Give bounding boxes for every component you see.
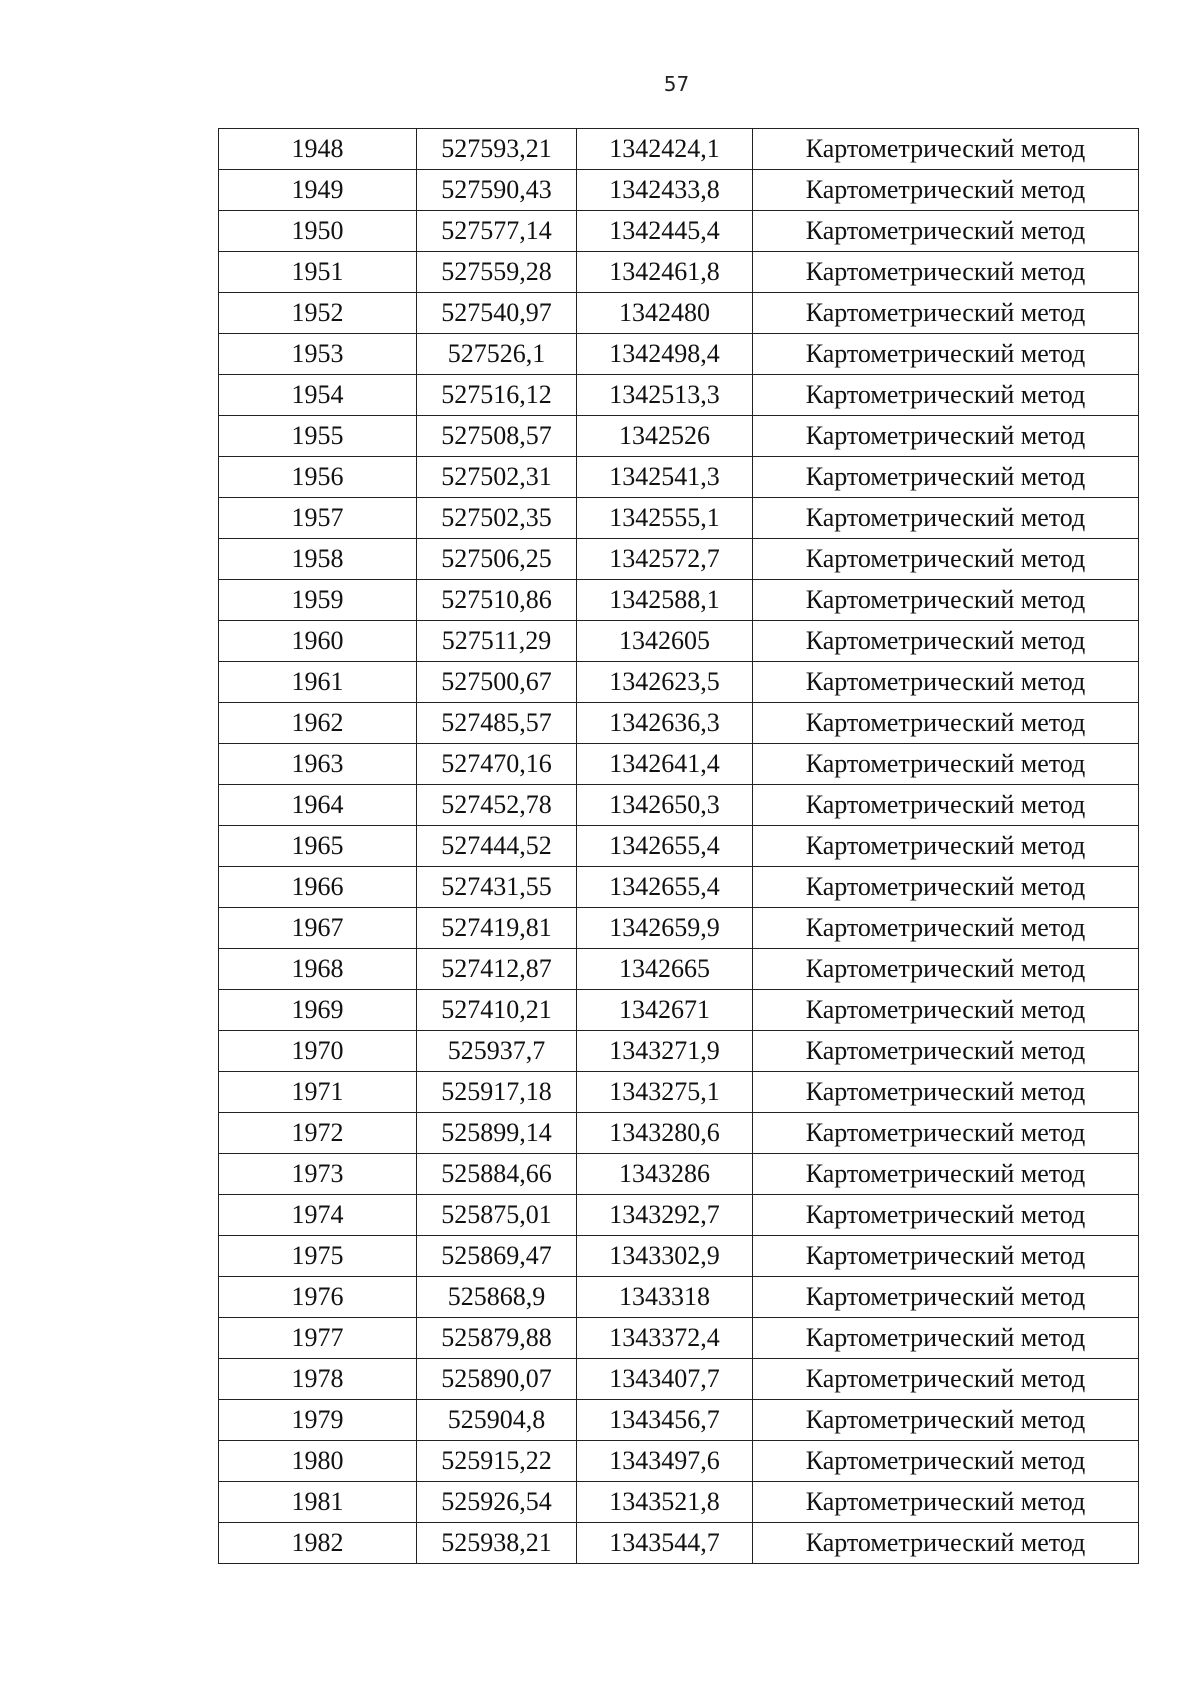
y-coordinate-cell: 1343275,1 (577, 1072, 753, 1113)
method-cell: Картометрический метод (753, 1359, 1139, 1400)
point-number-cell: 1970 (219, 1031, 417, 1072)
point-number-cell: 1972 (219, 1113, 417, 1154)
x-coordinate-cell: 525868,9 (417, 1277, 577, 1318)
point-number-cell: 1963 (219, 744, 417, 785)
x-coordinate-cell: 527511,29 (417, 621, 577, 662)
method-cell: Картометрический метод (753, 211, 1139, 252)
y-coordinate-cell: 1342605 (577, 621, 753, 662)
table-row (219, 908, 1139, 949)
y-coordinate-cell: 1342461,8 (577, 252, 753, 293)
x-coordinate-cell: 527502,31 (417, 457, 577, 498)
table-row (219, 375, 1139, 416)
point-number-cell: 1958 (219, 539, 417, 580)
y-coordinate-cell: 1343497,6 (577, 1441, 753, 1482)
point-number-cell: 1967 (219, 908, 417, 949)
table-row (219, 1277, 1139, 1318)
method-cell: Картометрический метод (753, 949, 1139, 990)
point-number-cell: 1979 (219, 1400, 417, 1441)
table-row (219, 1154, 1139, 1195)
point-number-cell: 1961 (219, 662, 417, 703)
y-coordinate-cell: 1342480 (577, 293, 753, 334)
x-coordinate-cell: 527410,21 (417, 990, 577, 1031)
x-coordinate-cell: 527444,52 (417, 826, 577, 867)
method-cell: Картометрический метод (753, 1113, 1139, 1154)
x-coordinate-cell: 527559,28 (417, 252, 577, 293)
point-number-cell: 1960 (219, 621, 417, 662)
y-coordinate-cell: 1342541,3 (577, 457, 753, 498)
point-number-cell: 1977 (219, 1318, 417, 1359)
table-row (219, 949, 1139, 990)
table-row (219, 1195, 1139, 1236)
method-cell: Картометрический метод (753, 539, 1139, 580)
table-row (219, 334, 1139, 375)
x-coordinate-cell: 527470,16 (417, 744, 577, 785)
table-row (219, 1113, 1139, 1154)
table-row (219, 498, 1139, 539)
y-coordinate-cell: 1342665 (577, 949, 753, 990)
x-coordinate-cell: 527431,55 (417, 867, 577, 908)
x-coordinate-cell: 525899,14 (417, 1113, 577, 1154)
table-row (219, 826, 1139, 867)
method-cell: Картометрический метод (753, 1482, 1139, 1523)
x-coordinate-cell: 525875,01 (417, 1195, 577, 1236)
point-number-cell: 1959 (219, 580, 417, 621)
y-coordinate-cell: 1342655,4 (577, 826, 753, 867)
y-coordinate-cell: 1343521,8 (577, 1482, 753, 1523)
method-cell: Картометрический метод (753, 1523, 1139, 1564)
method-cell: Картометрический метод (753, 375, 1139, 416)
page-number: 57 (663, 72, 690, 96)
point-number-cell: 1965 (219, 826, 417, 867)
table-row (219, 785, 1139, 826)
table-row (219, 744, 1139, 785)
method-cell: Картометрический метод (753, 867, 1139, 908)
y-coordinate-cell: 1342650,3 (577, 785, 753, 826)
coordinates-table-body (219, 129, 1139, 1564)
method-cell: Картометрический метод (753, 252, 1139, 293)
point-number-cell: 1981 (219, 1482, 417, 1523)
x-coordinate-cell: 527540,97 (417, 293, 577, 334)
table-row (219, 1523, 1139, 1564)
point-number-cell: 1954 (219, 375, 417, 416)
point-number-cell: 1973 (219, 1154, 417, 1195)
table-row (219, 621, 1139, 662)
y-coordinate-cell: 1342513,3 (577, 375, 753, 416)
method-cell: Картометрический метод (753, 1154, 1139, 1195)
point-number-cell: 1952 (219, 293, 417, 334)
x-coordinate-cell: 527419,81 (417, 908, 577, 949)
table-row (219, 539, 1139, 580)
point-number-cell: 1980 (219, 1441, 417, 1482)
table-row (219, 1072, 1139, 1113)
coordinates-table (218, 128, 1139, 1564)
x-coordinate-cell: 525917,18 (417, 1072, 577, 1113)
y-coordinate-cell: 1343318 (577, 1277, 753, 1318)
point-number-cell: 1978 (219, 1359, 417, 1400)
y-coordinate-cell: 1342445,4 (577, 211, 753, 252)
y-coordinate-cell: 1343372,4 (577, 1318, 753, 1359)
method-cell: Картометрический метод (753, 908, 1139, 949)
table-row (219, 1318, 1139, 1359)
point-number-cell: 1976 (219, 1277, 417, 1318)
y-coordinate-cell: 1342655,4 (577, 867, 753, 908)
x-coordinate-cell: 525869,47 (417, 1236, 577, 1277)
point-number-cell: 1974 (219, 1195, 417, 1236)
point-number-cell: 1957 (219, 498, 417, 539)
method-cell: Картометрический метод (753, 129, 1139, 170)
y-coordinate-cell: 1343544,7 (577, 1523, 753, 1564)
method-cell: Картометрический метод (753, 662, 1139, 703)
y-coordinate-cell: 1342433,8 (577, 170, 753, 211)
point-number-cell: 1948 (219, 129, 417, 170)
y-coordinate-cell: 1342641,4 (577, 744, 753, 785)
point-number-cell: 1962 (219, 703, 417, 744)
point-number-cell: 1955 (219, 416, 417, 457)
point-number-cell: 1968 (219, 949, 417, 990)
y-coordinate-cell: 1343456,7 (577, 1400, 753, 1441)
x-coordinate-cell: 525915,22 (417, 1441, 577, 1482)
y-coordinate-cell: 1342588,1 (577, 580, 753, 621)
table-row (219, 129, 1139, 170)
y-coordinate-cell: 1342424,1 (577, 129, 753, 170)
point-number-cell: 1950 (219, 211, 417, 252)
method-cell: Картометрический метод (753, 334, 1139, 375)
point-number-cell: 1971 (219, 1072, 417, 1113)
table-row (219, 580, 1139, 621)
x-coordinate-cell: 527485,57 (417, 703, 577, 744)
method-cell: Картометрический метод (753, 498, 1139, 539)
x-coordinate-cell: 525938,21 (417, 1523, 577, 1564)
y-coordinate-cell: 1342636,3 (577, 703, 753, 744)
y-coordinate-cell: 1342498,4 (577, 334, 753, 375)
x-coordinate-cell: 527508,57 (417, 416, 577, 457)
table-row (219, 211, 1139, 252)
x-coordinate-cell: 527412,87 (417, 949, 577, 990)
method-cell: Картометрический метод (753, 1400, 1139, 1441)
x-coordinate-cell: 527506,25 (417, 539, 577, 580)
method-cell: Картометрический метод (753, 293, 1139, 334)
method-cell: Картометрический метод (753, 1195, 1139, 1236)
table-row (219, 1441, 1139, 1482)
method-cell: Картометрический метод (753, 785, 1139, 826)
y-coordinate-cell: 1342659,9 (577, 908, 753, 949)
y-coordinate-cell: 1342671 (577, 990, 753, 1031)
y-coordinate-cell: 1343292,7 (577, 1195, 753, 1236)
table-row (219, 990, 1139, 1031)
table-row (219, 1236, 1139, 1277)
x-coordinate-cell: 527516,12 (417, 375, 577, 416)
x-coordinate-cell: 527590,43 (417, 170, 577, 211)
y-coordinate-cell: 1343286 (577, 1154, 753, 1195)
x-coordinate-cell: 527526,1 (417, 334, 577, 375)
x-coordinate-cell: 525937,7 (417, 1031, 577, 1072)
point-number-cell: 1966 (219, 867, 417, 908)
x-coordinate-cell: 525904,8 (417, 1400, 577, 1441)
x-coordinate-cell: 527593,21 (417, 129, 577, 170)
point-number-cell: 1964 (219, 785, 417, 826)
table-row (219, 416, 1139, 457)
table-row (219, 293, 1139, 334)
method-cell: Картометрический метод (753, 1031, 1139, 1072)
method-cell: Картометрический метод (753, 703, 1139, 744)
table-row (219, 1482, 1139, 1523)
point-number-cell: 1951 (219, 252, 417, 293)
table-row (219, 170, 1139, 211)
x-coordinate-cell: 525884,66 (417, 1154, 577, 1195)
y-coordinate-cell: 1342526 (577, 416, 753, 457)
y-coordinate-cell: 1342555,1 (577, 498, 753, 539)
x-coordinate-cell: 525879,88 (417, 1318, 577, 1359)
method-cell: Картометрический метод (753, 457, 1139, 498)
method-cell: Картометрический метод (753, 990, 1139, 1031)
method-cell: Картометрический метод (753, 170, 1139, 211)
table-row (219, 867, 1139, 908)
x-coordinate-cell: 525890,07 (417, 1359, 577, 1400)
table-row (219, 1359, 1139, 1400)
table-row (219, 662, 1139, 703)
point-number-cell: 1956 (219, 457, 417, 498)
table-row (219, 1400, 1139, 1441)
point-number-cell: 1975 (219, 1236, 417, 1277)
method-cell: Картометрический метод (753, 1441, 1139, 1482)
method-cell: Картометрический метод (753, 621, 1139, 662)
table-row (219, 1031, 1139, 1072)
y-coordinate-cell: 1343271,9 (577, 1031, 753, 1072)
table-row (219, 703, 1139, 744)
point-number-cell: 1953 (219, 334, 417, 375)
point-number-cell: 1982 (219, 1523, 417, 1564)
table-row (219, 252, 1139, 293)
y-coordinate-cell: 1342572,7 (577, 539, 753, 580)
y-coordinate-cell: 1343280,6 (577, 1113, 753, 1154)
x-coordinate-cell: 527452,78 (417, 785, 577, 826)
y-coordinate-cell: 1343302,9 (577, 1236, 753, 1277)
method-cell: Картометрический метод (753, 1318, 1139, 1359)
method-cell: Картометрический метод (753, 1277, 1139, 1318)
point-number-cell: 1949 (219, 170, 417, 211)
y-coordinate-cell: 1343407,7 (577, 1359, 753, 1400)
method-cell: Картометрический метод (753, 1236, 1139, 1277)
method-cell: Картометрический метод (753, 1072, 1139, 1113)
method-cell: Картометрический метод (753, 826, 1139, 867)
method-cell: Картометрический метод (753, 416, 1139, 457)
point-number-cell: 1969 (219, 990, 417, 1031)
x-coordinate-cell: 525926,54 (417, 1482, 577, 1523)
method-cell: Картометрический метод (753, 580, 1139, 621)
x-coordinate-cell: 527502,35 (417, 498, 577, 539)
method-cell: Картометрический метод (753, 744, 1139, 785)
x-coordinate-cell: 527577,14 (417, 211, 577, 252)
y-coordinate-cell: 1342623,5 (577, 662, 753, 703)
table-row (219, 457, 1139, 498)
x-coordinate-cell: 527510,86 (417, 580, 577, 621)
x-coordinate-cell: 527500,67 (417, 662, 577, 703)
